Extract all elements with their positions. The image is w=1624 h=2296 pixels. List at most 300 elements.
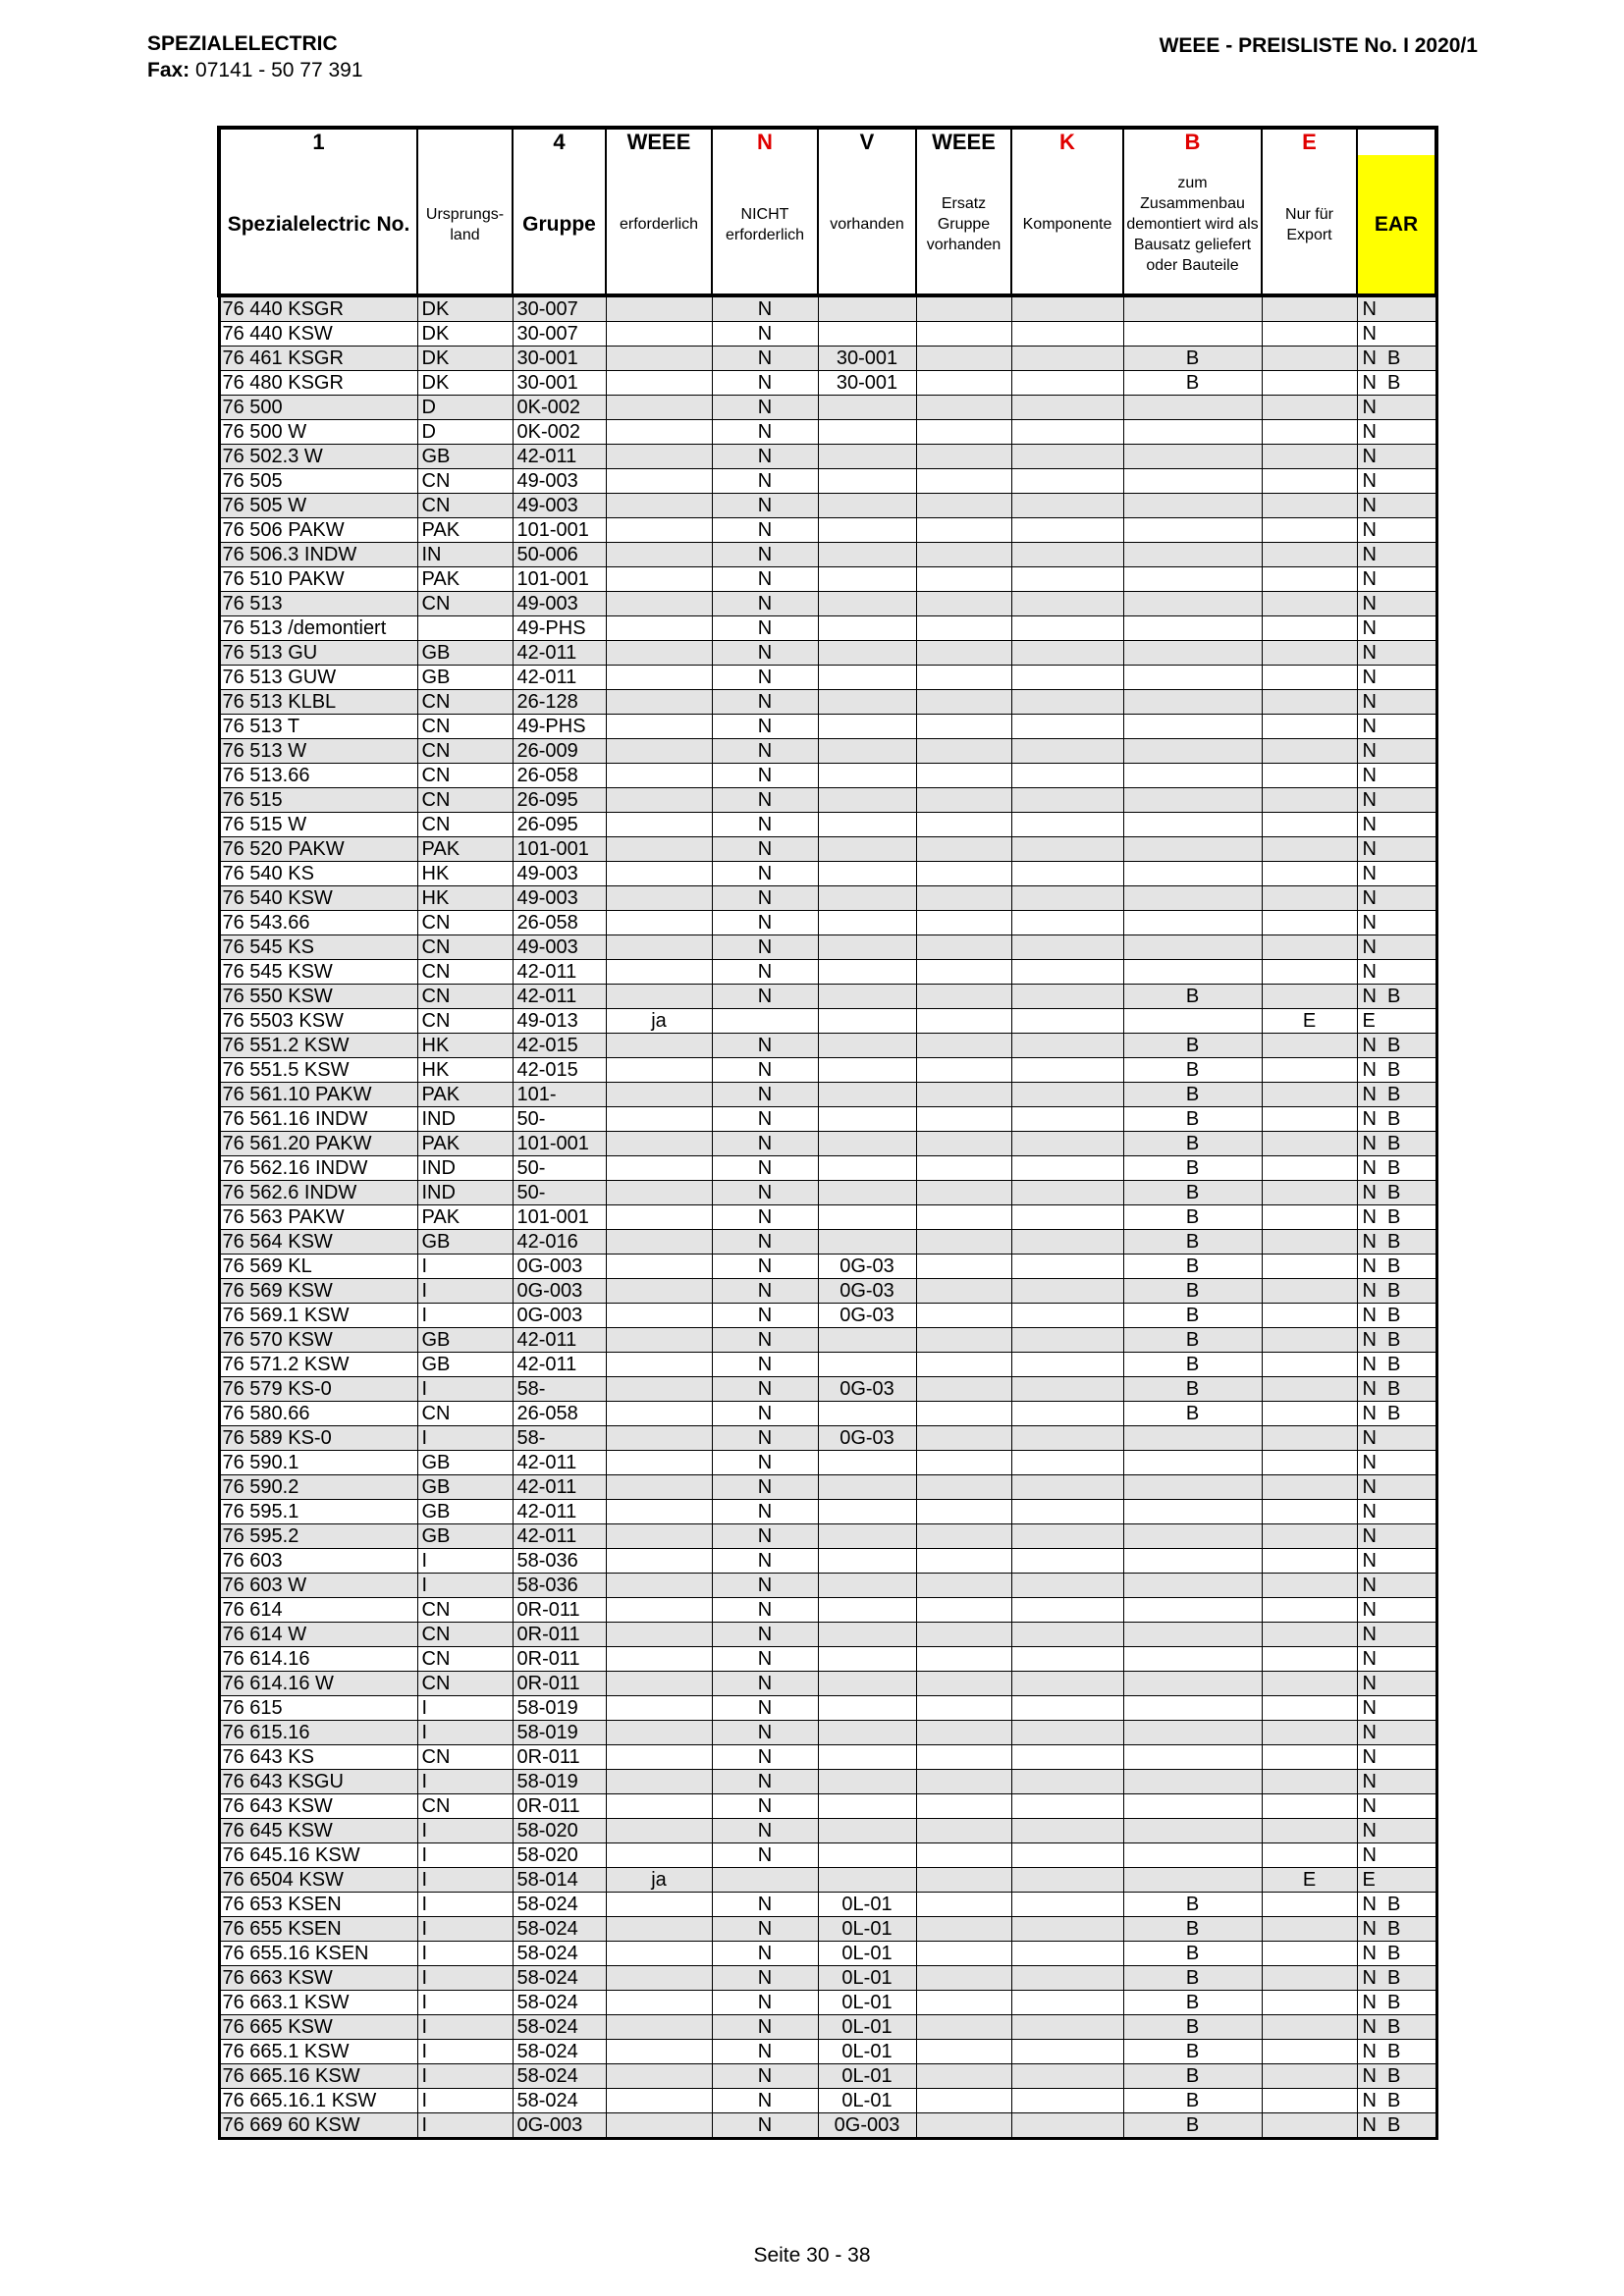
cell-kit-assembly xyxy=(1123,295,1262,322)
cell-component xyxy=(1011,1451,1123,1475)
cell-component xyxy=(1011,886,1123,911)
cell-weee-not-required: N xyxy=(712,1794,818,1819)
cell-export-only xyxy=(1262,1205,1357,1230)
cell-export-only xyxy=(1262,1843,1357,1868)
cell-export-only xyxy=(1262,518,1357,543)
cell-available xyxy=(818,1181,916,1205)
cell-group: 50- xyxy=(513,1181,606,1205)
cell-group: 58-024 xyxy=(513,1942,606,1966)
table-row xyxy=(219,396,1436,420)
cell-group: 0K-002 xyxy=(513,396,606,420)
cell-origin-country: CN xyxy=(417,1672,513,1696)
cell-article-no: 76 561.16 INDW xyxy=(219,1107,417,1132)
cell-component xyxy=(1011,371,1123,396)
cell-kit-assembly xyxy=(1123,960,1262,985)
cell-replacement-group xyxy=(916,2089,1011,2113)
cell-component xyxy=(1011,420,1123,445)
cell-origin-country: HK xyxy=(417,886,513,911)
cell-article-no: 76 665.16.1 KSW xyxy=(219,2089,417,2113)
cell-origin-country: GB xyxy=(417,1328,513,1353)
cell-component xyxy=(1011,1500,1123,1524)
cell-article-no: 76 665.1 KSW xyxy=(219,2040,417,2064)
cell-group: 42-011 xyxy=(513,1451,606,1475)
cell-export-only xyxy=(1262,2040,1357,2064)
cell-export-only xyxy=(1262,322,1357,347)
cell-ear-code: N xyxy=(1357,1794,1436,1819)
cell-group: 26-128 xyxy=(513,690,606,715)
cell-ear-code: N xyxy=(1357,1819,1436,1843)
cell-origin-country: GB xyxy=(417,641,513,666)
cell-article-no: 76 663 KSW xyxy=(219,1966,417,1991)
cell-group: 101-001 xyxy=(513,1205,606,1230)
cell-export-only xyxy=(1262,1770,1357,1794)
cell-component xyxy=(1011,1205,1123,1230)
cell-replacement-group xyxy=(916,2064,1011,2089)
cell-article-no: 76 615 xyxy=(219,1696,417,1721)
cell-export-only xyxy=(1262,837,1357,862)
cell-weee-required xyxy=(606,911,712,935)
cell-component xyxy=(1011,1034,1123,1058)
cell-origin-country: CN xyxy=(417,985,513,1009)
cell-kit-assembly xyxy=(1123,592,1262,616)
cell-weee-not-required: N xyxy=(712,1843,818,1868)
cell-article-no: 76 561.10 PAKW xyxy=(219,1083,417,1107)
cell-origin-country: GB xyxy=(417,1524,513,1549)
cell-ear-code: N B xyxy=(1357,1328,1436,1353)
cell-article-no: 76 603 xyxy=(219,1549,417,1574)
table-row xyxy=(219,715,1436,739)
cell-replacement-group xyxy=(916,1819,1011,1843)
cell-article-no: 76 520 PAKW xyxy=(219,837,417,862)
cell-ear-code: N xyxy=(1357,1598,1436,1623)
cell-export-only xyxy=(1262,616,1357,641)
cell-export-only xyxy=(1262,1696,1357,1721)
table-row xyxy=(219,567,1436,592)
cell-available: 30-001 xyxy=(818,371,916,396)
cell-ear-code: N xyxy=(1357,616,1436,641)
cell-weee-not-required: N xyxy=(712,347,818,371)
table-row xyxy=(219,616,1436,641)
cell-replacement-group xyxy=(916,1623,1011,1647)
cell-weee-required xyxy=(606,641,712,666)
cell-group: 42-011 xyxy=(513,641,606,666)
cell-available: 0L-01 xyxy=(818,1991,916,2015)
cell-weee-not-required: N xyxy=(712,1181,818,1205)
cell-kit-assembly xyxy=(1123,813,1262,837)
cell-origin-country: CN xyxy=(417,1794,513,1819)
cell-component xyxy=(1011,690,1123,715)
cell-export-only xyxy=(1262,1917,1357,1942)
cell-replacement-group xyxy=(916,567,1011,592)
cell-article-no: 76 505 xyxy=(219,469,417,494)
cell-available xyxy=(818,1328,916,1353)
cell-article-no: 76 513 KLBL xyxy=(219,690,417,715)
cell-ear-code: N B xyxy=(1357,1230,1436,1255)
cell-replacement-group xyxy=(916,935,1011,960)
cell-weee-required xyxy=(606,1574,712,1598)
cell-origin-country: CN xyxy=(417,739,513,764)
cell-component xyxy=(1011,715,1123,739)
cell-available xyxy=(818,322,916,347)
cell-kit-assembly: B xyxy=(1123,1328,1262,1353)
table-row xyxy=(219,347,1436,371)
cell-ear-code: N B xyxy=(1357,2040,1436,2064)
cell-weee-not-required: N xyxy=(712,1034,818,1058)
cell-origin-country: PAK xyxy=(417,567,513,592)
cell-article-no: 76 590.2 xyxy=(219,1475,417,1500)
cell-origin-country: CN xyxy=(417,1009,513,1034)
cell-ear-code: N B xyxy=(1357,1402,1436,1426)
cell-group: 0G-003 xyxy=(513,1304,606,1328)
table-row xyxy=(219,1770,1436,1794)
cell-weee-not-required: N xyxy=(712,592,818,616)
cell-component xyxy=(1011,1794,1123,1819)
cell-replacement-group xyxy=(916,1181,1011,1205)
cell-weee-not-required: N xyxy=(712,1770,818,1794)
cell-available xyxy=(818,1500,916,1524)
cell-origin-country: CN xyxy=(417,1745,513,1770)
table-row xyxy=(219,886,1436,911)
cell-export-only xyxy=(1262,1156,1357,1181)
cell-group: 0R-011 xyxy=(513,1794,606,1819)
cell-origin-country: I xyxy=(417,2113,513,2139)
cell-available xyxy=(818,1475,916,1500)
cell-article-no: 76 645 KSW xyxy=(219,1819,417,1843)
cell-component xyxy=(1011,641,1123,666)
col-title-vorhanden: vorhanden xyxy=(818,155,916,295)
cell-weee-required xyxy=(606,1893,712,1917)
cell-available xyxy=(818,1623,916,1647)
cell-available xyxy=(818,862,916,886)
cell-ear-code: E xyxy=(1357,1868,1436,1893)
cell-weee-not-required: N xyxy=(712,837,818,862)
table-row xyxy=(219,1377,1436,1402)
col-title-zusammenbau: zum Zusammenbau demontiert wird als Bausatz geliefert oder Bauteile xyxy=(1123,155,1262,295)
table-row xyxy=(219,1353,1436,1377)
cell-replacement-group xyxy=(916,1843,1011,1868)
cell-available xyxy=(818,1107,916,1132)
cell-export-only xyxy=(1262,295,1357,322)
cell-component xyxy=(1011,1328,1123,1353)
cell-component xyxy=(1011,322,1123,347)
cell-component xyxy=(1011,1181,1123,1205)
cell-export-only xyxy=(1262,764,1357,788)
cell-origin-country: CN xyxy=(417,690,513,715)
cell-weee-not-required: N xyxy=(712,666,818,690)
cell-group: 49-PHS xyxy=(513,715,606,739)
cell-export-only xyxy=(1262,1255,1357,1279)
cell-ear-code: N xyxy=(1357,1451,1436,1475)
cell-group: 26-058 xyxy=(513,1402,606,1426)
cell-replacement-group xyxy=(916,641,1011,666)
cell-weee-required xyxy=(606,1843,712,1868)
cell-export-only xyxy=(1262,592,1357,616)
cell-weee-not-required: N xyxy=(712,2113,818,2139)
cell-weee-not-required: N xyxy=(712,1230,818,1255)
cell-available: 0G-03 xyxy=(818,1426,916,1451)
cell-ear-code: N xyxy=(1357,1745,1436,1770)
cell-replacement-group xyxy=(916,1549,1011,1574)
cell-export-only xyxy=(1262,543,1357,567)
cell-available xyxy=(818,1598,916,1623)
cell-available xyxy=(818,666,916,690)
cell-available xyxy=(818,960,916,985)
table-row xyxy=(219,837,1436,862)
cell-group: 0R-011 xyxy=(513,1623,606,1647)
cell-origin-country: GB xyxy=(417,666,513,690)
cell-article-no: 76 513 /demontiert xyxy=(219,616,417,641)
cell-weee-not-required: N xyxy=(712,764,818,788)
cell-group: 58-036 xyxy=(513,1574,606,1598)
cell-replacement-group xyxy=(916,813,1011,837)
cell-article-no: 76 513.66 xyxy=(219,764,417,788)
cell-weee-required xyxy=(606,2015,712,2040)
cell-article-no: 76 663.1 KSW xyxy=(219,1991,417,2015)
cell-component xyxy=(1011,1598,1123,1623)
col-title-ersatz-gruppe: Ersatz Gruppe vorhanden xyxy=(916,155,1011,295)
cell-kit-assembly xyxy=(1123,788,1262,813)
table-row xyxy=(219,1475,1436,1500)
table-row xyxy=(219,1402,1436,1426)
cell-weee-not-required: N xyxy=(712,886,818,911)
cell-ear-code: N B xyxy=(1357,1181,1436,1205)
cell-ear-code: N xyxy=(1357,396,1436,420)
cell-origin-country: HK xyxy=(417,1058,513,1083)
cell-origin-country: CN xyxy=(417,1647,513,1672)
cell-replacement-group xyxy=(916,1942,1011,1966)
cell-group: 49-013 xyxy=(513,1009,606,1034)
cell-available xyxy=(818,295,916,322)
cell-weee-required xyxy=(606,1328,712,1353)
cell-origin-country: CN xyxy=(417,592,513,616)
cell-replacement-group xyxy=(916,518,1011,543)
cell-weee-not-required: N xyxy=(712,445,818,469)
table-row xyxy=(219,1230,1436,1255)
cell-weee-required xyxy=(606,1549,712,1574)
cell-replacement-group xyxy=(916,1328,1011,1353)
cell-export-only xyxy=(1262,1794,1357,1819)
cell-origin-country: CN xyxy=(417,764,513,788)
cell-weee-not-required: N xyxy=(712,911,818,935)
cell-weee-required xyxy=(606,1745,712,1770)
cell-article-no: 76 564 KSW xyxy=(219,1230,417,1255)
cell-replacement-group xyxy=(916,1255,1011,1279)
cell-weee-not-required: N xyxy=(712,1426,818,1451)
cell-available: 0G-003 xyxy=(818,2113,916,2139)
cell-export-only xyxy=(1262,1034,1357,1058)
table-row xyxy=(219,469,1436,494)
cell-origin-country: GB xyxy=(417,1451,513,1475)
cell-replacement-group xyxy=(916,1770,1011,1794)
table-row xyxy=(219,739,1436,764)
cell-group: 42-011 xyxy=(513,1475,606,1500)
cell-component xyxy=(1011,616,1123,641)
cell-article-no: 76 461 KSGR xyxy=(219,347,417,371)
cell-weee-required xyxy=(606,295,712,322)
cell-ear-code: N xyxy=(1357,739,1436,764)
cell-weee-not-required: N xyxy=(712,420,818,445)
col-title-ear: EAR xyxy=(1357,155,1436,295)
cell-component xyxy=(1011,1917,1123,1942)
cell-available xyxy=(818,911,916,935)
cell-available xyxy=(818,1843,916,1868)
cell-article-no: 76 513 xyxy=(219,592,417,616)
cell-article-no: 76 513 W xyxy=(219,739,417,764)
cell-origin-country: CN xyxy=(417,788,513,813)
cell-weee-not-required xyxy=(712,1868,818,1893)
table-row xyxy=(219,960,1436,985)
cell-replacement-group xyxy=(916,1205,1011,1230)
table-row xyxy=(219,2040,1436,2064)
cell-ear-code: N B xyxy=(1357,347,1436,371)
cell-kit-assembly: B xyxy=(1123,1377,1262,1402)
cell-export-only xyxy=(1262,1623,1357,1647)
cell-kit-assembly xyxy=(1123,616,1262,641)
cell-kit-assembly xyxy=(1123,935,1262,960)
cell-weee-not-required: N xyxy=(712,371,818,396)
cell-weee-required xyxy=(606,2064,712,2089)
cell-available xyxy=(818,616,916,641)
cell-origin-country: PAK xyxy=(417,1205,513,1230)
cell-weee-required xyxy=(606,1279,712,1304)
cell-component xyxy=(1011,739,1123,764)
cell-weee-required xyxy=(606,2040,712,2064)
cell-component xyxy=(1011,813,1123,837)
cell-weee-required xyxy=(606,739,712,764)
cell-available xyxy=(818,1819,916,1843)
cell-group: 58-024 xyxy=(513,2040,606,2064)
cell-ear-code: N xyxy=(1357,1574,1436,1598)
cell-weee-required xyxy=(606,1377,712,1402)
cell-origin-country: CN xyxy=(417,1402,513,1426)
cell-weee-not-required: N xyxy=(712,1500,818,1524)
cell-ear-code: N B xyxy=(1357,1942,1436,1966)
cell-group: 42-011 xyxy=(513,960,606,985)
cell-export-only xyxy=(1262,935,1357,960)
cell-replacement-group xyxy=(916,469,1011,494)
cell-export-only xyxy=(1262,1647,1357,1672)
cell-replacement-group xyxy=(916,494,1011,518)
cell-replacement-group xyxy=(916,886,1011,911)
cell-kit-assembly xyxy=(1123,1770,1262,1794)
cell-article-no: 76 589 KS-0 xyxy=(219,1426,417,1451)
table-body xyxy=(219,295,1436,2139)
cell-ear-code: N xyxy=(1357,445,1436,469)
cell-kit-assembly: B xyxy=(1123,2015,1262,2040)
cell-weee-not-required: N xyxy=(712,1991,818,2015)
cell-available xyxy=(818,1770,916,1794)
cell-replacement-group xyxy=(916,1893,1011,1917)
cell-group: 58-019 xyxy=(513,1696,606,1721)
cell-group: 58-024 xyxy=(513,1991,606,2015)
cell-ear-code: N B xyxy=(1357,2064,1436,2089)
table-row xyxy=(219,1721,1436,1745)
table-row xyxy=(219,690,1436,715)
cell-component xyxy=(1011,1156,1123,1181)
cell-group: 26-058 xyxy=(513,764,606,788)
cell-replacement-group xyxy=(916,347,1011,371)
cell-available xyxy=(818,1868,916,1893)
table-row xyxy=(219,1623,1436,1647)
cell-replacement-group xyxy=(916,1647,1011,1672)
cell-available xyxy=(818,837,916,862)
cell-export-only xyxy=(1262,960,1357,985)
cell-available: 30-001 xyxy=(818,347,916,371)
cell-replacement-group xyxy=(916,1500,1011,1524)
cell-origin-country: I xyxy=(417,1942,513,1966)
col-title-komponente: Komponente xyxy=(1011,155,1123,295)
cell-ear-code: N B xyxy=(1357,1991,1436,2015)
cell-group: 30-007 xyxy=(513,322,606,347)
cell-article-no: 76 561.20 PAKW xyxy=(219,1132,417,1156)
cell-replacement-group xyxy=(916,739,1011,764)
cell-kit-assembly xyxy=(1123,739,1262,764)
table-row xyxy=(219,494,1436,518)
cell-available xyxy=(818,592,916,616)
table-row xyxy=(219,1156,1436,1181)
cell-origin-country: HK xyxy=(417,1034,513,1058)
cell-available: 0L-01 xyxy=(818,1942,916,1966)
cell-weee-not-required: N xyxy=(712,1696,818,1721)
cell-weee-not-required: N xyxy=(712,1893,818,1917)
table-row xyxy=(219,1893,1436,1917)
cell-weee-not-required: N xyxy=(712,1353,818,1377)
cell-origin-country: I xyxy=(417,1917,513,1942)
cell-kit-assembly: B xyxy=(1123,1083,1262,1107)
table-row xyxy=(219,295,1436,322)
cell-group: 58-036 xyxy=(513,1549,606,1574)
cell-export-only xyxy=(1262,371,1357,396)
cell-export-only xyxy=(1262,567,1357,592)
cell-kit-assembly xyxy=(1123,469,1262,494)
cell-article-no: 76 515 xyxy=(219,788,417,813)
cell-replacement-group xyxy=(916,837,1011,862)
cell-replacement-group xyxy=(916,1745,1011,1770)
cell-component xyxy=(1011,1843,1123,1868)
cell-kit-assembly xyxy=(1123,764,1262,788)
cell-component xyxy=(1011,2113,1123,2139)
cell-weee-required xyxy=(606,469,712,494)
table-row xyxy=(219,666,1436,690)
cell-article-no: 76 580.66 xyxy=(219,1402,417,1426)
cell-weee-not-required: N xyxy=(712,543,818,567)
cell-component xyxy=(1011,1426,1123,1451)
cell-ear-code: N xyxy=(1357,935,1436,960)
cell-weee-not-required: N xyxy=(712,985,818,1009)
cell-replacement-group xyxy=(916,1107,1011,1132)
cell-kit-assembly xyxy=(1123,1500,1262,1524)
cell-kit-assembly: B xyxy=(1123,2089,1262,2113)
cell-export-only xyxy=(1262,1991,1357,2015)
cell-weee-not-required: N xyxy=(712,813,818,837)
cell-ear-code: N xyxy=(1357,690,1436,715)
cell-export-only xyxy=(1262,862,1357,886)
cell-weee-required xyxy=(606,1058,712,1083)
cell-article-no: 76 440 KSGR xyxy=(219,295,417,322)
cell-export-only xyxy=(1262,347,1357,371)
cell-weee-not-required: N xyxy=(712,1524,818,1549)
cell-article-no: 76 579 KS-0 xyxy=(219,1377,417,1402)
cell-article-no: 76 550 KSW xyxy=(219,985,417,1009)
table-row xyxy=(219,1009,1436,1034)
table-row xyxy=(219,1058,1436,1083)
cell-available xyxy=(818,469,916,494)
cell-origin-country: I xyxy=(417,1549,513,1574)
document-title: WEEE - PREISLISTE No. I 2020/1 xyxy=(1159,34,1478,57)
cell-origin-country: CN xyxy=(417,813,513,837)
cell-origin-country: CN xyxy=(417,960,513,985)
cell-group: 58-024 xyxy=(513,1893,606,1917)
